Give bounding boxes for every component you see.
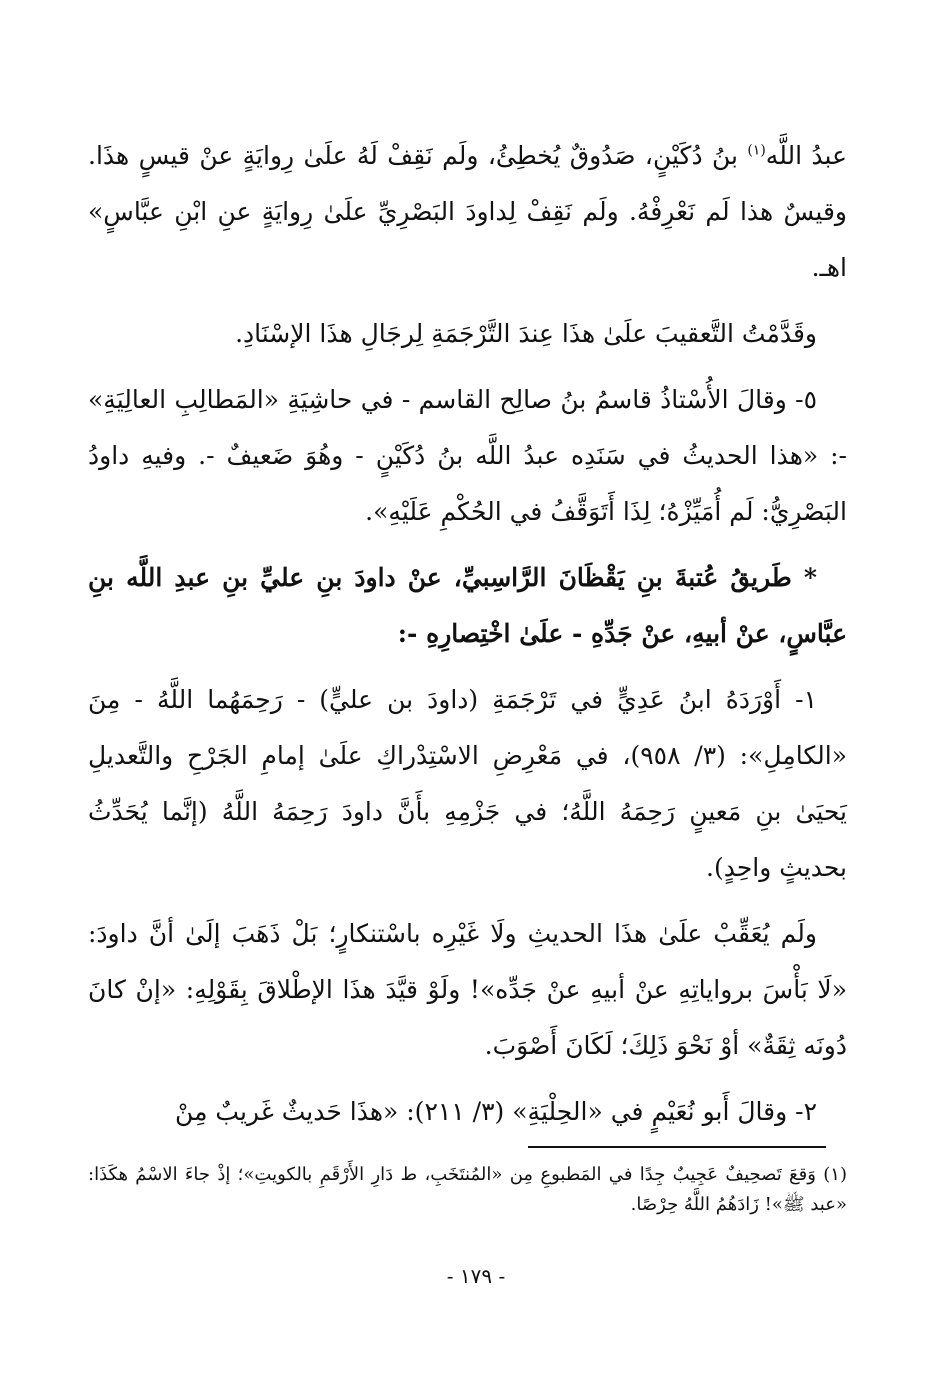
paragraph-5: ١- أَوْرَدَهُ ابنُ عَدِيٍّ في تَرْجَمَةِ (داودَ بن عليٍّ) - رَحِمَهُما اللَّهُ - مِنَ «الكامِلِ»: (٣/ ٩٥٨)، في مَعْرِضِ الاسْتِدْراكِ علَىٰ إمامِ الجَرْحِ والتَّعديلِ يَحيَىٰ بنِ مَعينٍ رَحِمَهُ اللَّهُ؛ في جَزْمِهِ بأَنَّ داودَ رَحِمَهُ اللَّهُ (إنَّما يُحَدِّثُ بحديثٍ واحِدٍ).: [88, 685, 847, 882]
paragraph-3: ٥- وقالَ الأُسْتاذُ قاسمُ بنُ صالِح القاسم - في حاشِيَةِ «المَطالِبِ العالِيَةِ» -: «هذا الحديثُ في سَنَدِه عبدُ اللَّه بنُ دُكَيْنٍ - وهُوَ ضَعيفٌ -. وفيهِ داودُ البَصْرِيُّ: لَم أُمَيِّزْهُ؛ لِذَا أَتَوَقَّفُ في الحُكْمِ عَلَيْهِ».: [88, 385, 847, 526]
paragraph-2: وقَدَّمْتُ التَّعقيبَ علَىٰ هذَا عِندَ التَّرْجَمَةِ لِرجَالِ هذَا الإسْنَادِ.: [235, 319, 817, 348]
paragraph-7: ٢- وقالَ أَبو نُعَيْمٍ في «الحِلْيَةِ» (٣/ ٢١١): «هذَا حَديثٌ غَريبٌ مِنْ: [175, 1097, 817, 1126]
footnote-text: (١) وَقعَ تَصحِيفٌ عَجِيبٌ جِدًا في المَطبوعِ مِن «المُنتَخَبِ، ط دَارِ الأَرْقَمِ بالكويتِ»؛ إذْ جاءَ الاسْمُ هكَذَا: «عبد ﷺ»! زَادَهُمُ اللَّهُ حِرْصًا.: [88, 1164, 847, 1215]
footnote-separator: [528, 1146, 826, 1148]
footnote-marker[interactable]: (١): [747, 142, 766, 159]
section-heading: * طَريقُ عُتبةَ بنِ يَقْظَانَ الرَّاسِبيِّ، عنْ داودَ بنِ عليِّ بنِ عبدِ اللَّه بنِ عبَّاسٍ، عنْ أبيهِ، عنْ جَدِّهِ - علَىٰ اخْتِصارِهِ -:: [88, 563, 847, 648]
paragraph-1-start: عبدُ اللَّه: [765, 141, 847, 170]
paragraph-1: [88, 128, 847, 296]
footnote: [88, 1160, 847, 1220]
paragraph-6: ولَم يُعَقِّبْ علَىٰ هذَا الحديثِ ولَا غَيْرِه باسْتنكارٍ؛ بَلْ ذَهَبَ إلَىٰ أنَّ داودَ: «لَا بَأْسَ برواياتِهِ عنْ أبيهِ عنْ جَدِّه»! ولَوْ قيَّدَ هذَا الإطْلاقَ بِقَوْلِهِ: «إنْ كانَ دُونَه ثِقَةٌ» أوْ نَحْوَ ذَلِكَ؛ لَكَانَ أَصْوَبَ.: [88, 919, 847, 1060]
main-text: [88, 128, 847, 1150]
paragraph-1-rest: بنُ دُكَيْنٍ، صَدُوقٌ يُخطِئُ، ولَم نَقِفْ لَهُ علَىٰ رِوايَةٍ عنْ قيسٍ هذَا. وقيسٌ هذا لَم نَعْرِفْهُ. ولَم نَقِفْ لِداودَ البَصْرِيِّ علَىٰ رِوايَةٍ عنِ ابْنِ عبَّاسٍ» اهـ.: [88, 141, 847, 282]
page-number: - ١٧٩ -: [446, 1264, 506, 1288]
